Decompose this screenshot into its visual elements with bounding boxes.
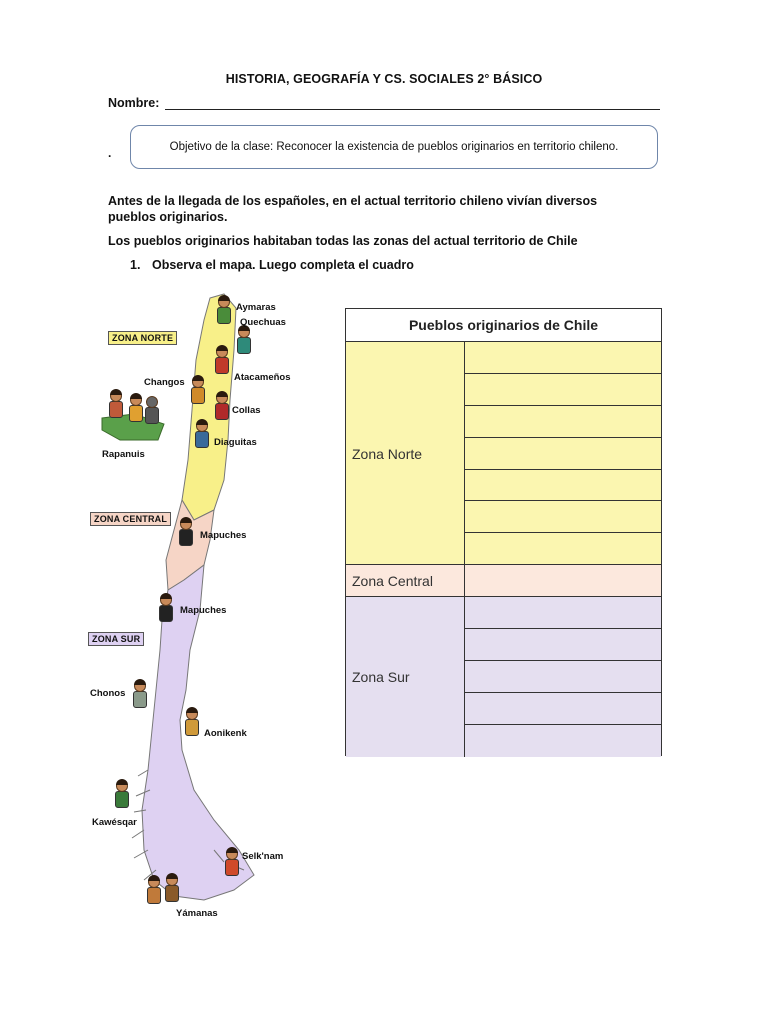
zone-label-central: ZONA CENTRAL — [90, 512, 171, 526]
intro-paragraph: Antes de la llegada de los españoles, en el actual territorio chileno vivían diversos pueblos originarios. — [108, 194, 598, 224]
answer-cell[interactable] — [465, 533, 661, 565]
zones-paragraph: Los pueblos originarios habitaban todas las zonas del actual territorio de Chile — [108, 234, 578, 248]
page-title: HISTORIA, GEOGRAFÍA Y CS. SOCIALES 2° BÁSICO — [225, 72, 543, 86]
name-label: Nombre: — [108, 96, 160, 110]
label-chonos: Chonos — [90, 688, 126, 699]
atacameno-figure-icon — [214, 346, 230, 376]
instruction-text: Observa el mapa. Luego completa el cuadro — [152, 258, 414, 272]
label-atacamenos: Atacameños — [234, 372, 291, 383]
chono-figure-icon — [132, 680, 148, 710]
label-mapuches-sur: Mapuches — [180, 605, 227, 616]
chile-map — [64, 290, 350, 930]
name-blank-line[interactable] — [165, 109, 660, 110]
kawesqar-figure-icon — [114, 780, 130, 810]
label-changos: Changos — [144, 377, 185, 388]
instruction — [130, 258, 414, 272]
answer-cell[interactable] — [465, 629, 661, 661]
yamana-figure-icon — [146, 876, 162, 906]
objective-text: Objetivo de la clase: Reconocer la existencia de pueblos originarios en territorio chileno. — [169, 141, 619, 153]
label-rapanuis: Rapanuis — [102, 449, 145, 460]
rapanui-figure-icon — [128, 394, 144, 424]
selknam-figure-icon — [224, 848, 240, 878]
answer-cell[interactable] — [465, 502, 661, 534]
label-aymaras: Aymaras — [236, 302, 276, 313]
label-collas: Collas — [232, 405, 261, 416]
colla-figure-icon — [214, 392, 230, 422]
zone-cell: Zona Sur — [346, 597, 465, 757]
chango-figure-icon — [190, 376, 206, 406]
aymara-figure-icon — [216, 296, 232, 326]
label-kawesqar: Kawésqar — [92, 817, 137, 828]
aonikenk-figure-icon — [184, 708, 200, 738]
mapuche-figure-icon — [178, 518, 194, 548]
answer-cell[interactable] — [465, 597, 661, 629]
peoples-table — [345, 308, 662, 756]
answer-cell[interactable] — [465, 374, 661, 406]
mapuche-figure-icon — [158, 594, 174, 624]
zone-cell: Zona Central — [346, 565, 465, 597]
label-yamanas: Yámanas — [176, 908, 218, 919]
label-selknam: Selk'nam — [242, 851, 284, 862]
label-diaguitas: Diaguitas — [214, 437, 257, 448]
zone-label-sur: ZONA SUR — [88, 632, 144, 646]
answer-cell[interactable] — [465, 661, 661, 693]
answer-cell[interactable] — [465, 693, 661, 725]
objective-box — [130, 125, 658, 169]
answer-cell[interactable] — [465, 565, 661, 597]
label-mapuches-central: Mapuches — [200, 530, 247, 541]
name-field-row — [108, 94, 660, 114]
answer-cell[interactable] — [465, 406, 661, 438]
label-aonikenk: Aonikenk — [204, 728, 247, 739]
diaguita-figure-icon — [194, 420, 210, 450]
yamana-figure-icon — [164, 874, 180, 904]
table-title: Pueblos originarios de Chile — [346, 309, 661, 342]
rapanui-figure-icon — [108, 390, 124, 420]
label-quechuas: Quechuas — [240, 317, 286, 328]
answer-cell[interactable] — [465, 725, 661, 757]
answer-cell[interactable] — [465, 470, 661, 502]
answer-cell[interactable] — [465, 438, 661, 470]
zone-label-norte: ZONA NORTE — [108, 331, 177, 345]
answer-cell[interactable] — [465, 342, 661, 374]
objective-bullet: . — [108, 146, 112, 160]
instruction-number: 1. — [130, 258, 141, 272]
moai-icon — [144, 396, 160, 426]
zone-cell: Zona Norte — [346, 342, 465, 565]
quechua-figure-icon — [236, 326, 252, 356]
